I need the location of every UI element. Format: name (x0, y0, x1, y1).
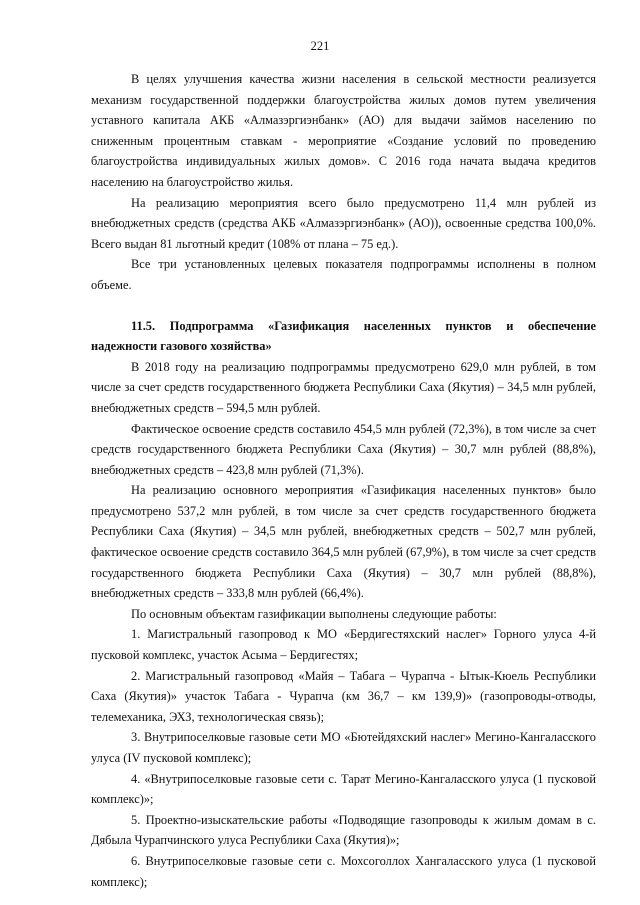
paragraph: На реализацию основного мероприятия «Газификация населенных пунктов» было предусмотрено 537,2 млн рублей, в том числе за счет средств государственного бюджета Республики Саха (Якутия) – 34,5 млн рублей, внебюджетных средств – 502,7 млн рублей, фактическое освоение средств составило 364,5 млн рублей (67,9%), в том числе за счет средств государственного бюджета Республики Саха (Якутия) – 30,7 млн рублей (88,8%), внебюджетных средств – 333,8 млн рублей (66,4%). (91, 483, 596, 601)
paragraph: В 2018 году на реализацию подпрограммы предусмотрено 629,0 млн рублей, в том числе за счет средств государственного бюджета Республики Саха (Якутия) – 34,5 млн рублей, внебюджетных средств – 594,5 млн рублей. (91, 359, 596, 415)
paragraph: На реализацию мероприятия всего было предусмотрено 11,4 млн рублей из внебюджетных средств (средства АКБ «Алмазэргиэнбанк» (АО)), освоенные средства 100,0%. Всего выдан 81 льготный кредит (108% от плана – 75 ед.). (91, 195, 596, 251)
section-gap (91, 296, 596, 316)
work-list-item: 3. Внутрипоселковые газовые сети МО «Бютейдяхский наслег» Мегино-Кангаласского улуса (IV пусковой комплекс); (91, 730, 596, 765)
page-number: 221 (310, 39, 330, 53)
page-body (91, 69, 596, 892)
paragraph: Фактическое освоение средств составило 454,5 млн рублей (72,3%), в том числе за счет средств государственного бюджета Республики Саха (Якутия) – 30,7 млн рублей (88,8%), внебюджетных средств – 423,8 млн рублей (71,3%). (91, 421, 596, 477)
work-list-item: 5. Проектно-изыскательские работы «Подводящие газопроводы к жилым домам в с. Дябыла Чурапчинского улуса Республики Саха (Якутия)»; (91, 812, 596, 848)
work-list-item: 4. «Внутрипоселковые газовые сети с. Тарат Мегино-Кангаласского улуса (1 пусковой комплекс)»; (91, 771, 596, 807)
paragraph: В целях улучшения качества жизни населения в сельской местности реализуется механизм государственной поддержки благоустройства жилых домов путем увеличения уставного капитала АКБ «Алмазэргиэнбанк» (АО) для выдачи займов населению по сниженным процентным ставкам - мероприятие «Создание условий по проведению благоустройства индивидуальных жилых домов». С 2016 года начата выдача кредитов населению на благоустройство жилья. (91, 72, 596, 189)
work-list-item: 6. Внутрипоселковые газовые сети с. Мохсоголлох Хангаласского улуса (1 пусковой комплекс); (91, 853, 596, 889)
work-list-item: 2. Магистральный газопровод «Майя – Табага – Чурапча - Ытык-Кюель Республики Саха (Якутия)» участок Табага - Чурапча (км 36,7 – км 139,9)» (газопроводы-отводы, телемеханика, ЭХЗ, технологическая связь); (91, 668, 596, 724)
section-heading: 11.5. Подпрограмма «Газификация населенных пунктов и обеспечение надежности газового хозяйства» (91, 318, 596, 354)
work-list-item: 1. Магистральный газопровод к МО «Бердигестяхский наслег» Горного улуса 4-й пусковой комплекс, участок Асыма – Бердигестях; (91, 627, 596, 663)
paragraph: Все три установленных целевых показателя подпрограммы исполнены в полном объеме. (91, 257, 596, 292)
paragraph: По основным объектам газификации выполнены следующие работы: (131, 606, 497, 621)
